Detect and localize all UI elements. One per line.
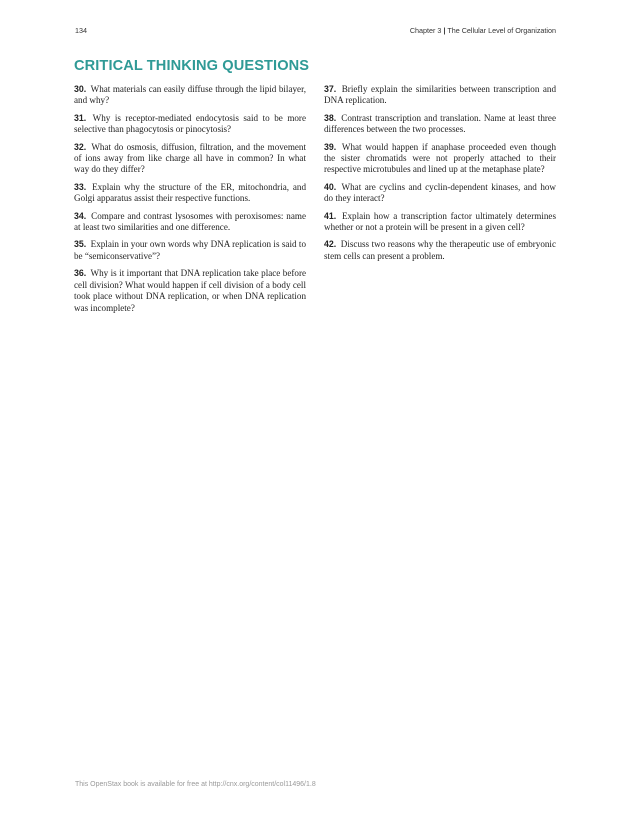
question-number: 40. [324,181,337,192]
question-39 [324,142,556,176]
question-text: What do osmosis, diffusion, filtration, and the movement of ions away from like charge all have in common? In what way do they differ? [74,141,307,175]
question-37 [324,84,556,107]
running-header [75,26,556,36]
header-separator: | [443,26,446,35]
question-number: 36. [74,268,87,279]
question-text: Compare and contrast lysosomes with peroxisomes: name at least two similarities and one difference. [74,210,307,233]
question-text: Why is it important that DNA replication take place before cell division? What would happen if cell division of a body cell took place without DNA replication, or when DNA replication was incomplete? [74,268,307,313]
question-number: 42. [324,239,337,250]
questions-column-left [74,84,306,320]
question-text: What materials can easily diffuse through the lipid bilayer, and why? [74,84,307,106]
question-number: 39. [324,141,337,152]
question-number: 37. [324,84,337,94]
chapter-title: The Cellular Level of Organization [447,26,556,35]
question-number: 41. [324,210,337,221]
question-number: 33. [74,181,87,192]
question-42 [324,239,556,262]
questions-column-right [324,84,556,268]
question-text: Explain why the structure of the ER, mitochondria, and Golgi apparatus assist their respective functions. [74,181,306,204]
question-text: Contrast transcription and translation. Name at least three differences between the two processes. [324,112,556,135]
question-31 [74,113,306,136]
question-number: 31. [74,112,87,123]
question-number: 30. [74,84,87,94]
question-number: 32. [74,141,87,152]
question-number: 38. [324,112,337,123]
question-33 [74,182,306,205]
question-text: Discuss two reasons why the therapeutic use of embryonic stem cells can present a problem. [324,239,556,261]
question-text: Briefly explain the similarities between transcription and DNA replication. [324,84,556,106]
question-text: Explain how a transcription factor ultimately determines whether or not a protein will be present in a given cell? [324,210,556,233]
page-footer: This OpenStax book is available for free at http://cnx.org/content/col11496/1.8 [75,781,316,788]
question-text: Why is receptor-mediated endocytosis said to be more selective than phagocytosis or pinocytosis? [74,112,306,135]
section-title: CRITICAL THINKING QUESTIONS [74,58,310,74]
question-40 [324,182,556,205]
chapter-header [410,26,556,35]
question-number: 34. [74,210,87,221]
question-36 [74,268,306,314]
question-41 [324,211,556,234]
page-number: 134 [75,26,87,35]
question-38 [324,113,556,136]
question-number: 35. [74,239,87,250]
question-32 [74,142,306,176]
question-35 [74,239,306,262]
chapter-prefix: Chapter 3 [409,26,442,35]
question-text: Explain in your own words why DNA replication is said to be “semiconservative”? [74,239,307,261]
question-text: What would happen if anaphase proceeded even though the sister chromatids were not properly attached to their respective microtubules and lined up at the metaphase plate? [324,141,556,175]
question-34 [74,211,306,234]
question-30 [74,84,306,107]
question-text: What are cyclins and cyclin-dependent kinases, and how do they interact? [324,181,556,204]
